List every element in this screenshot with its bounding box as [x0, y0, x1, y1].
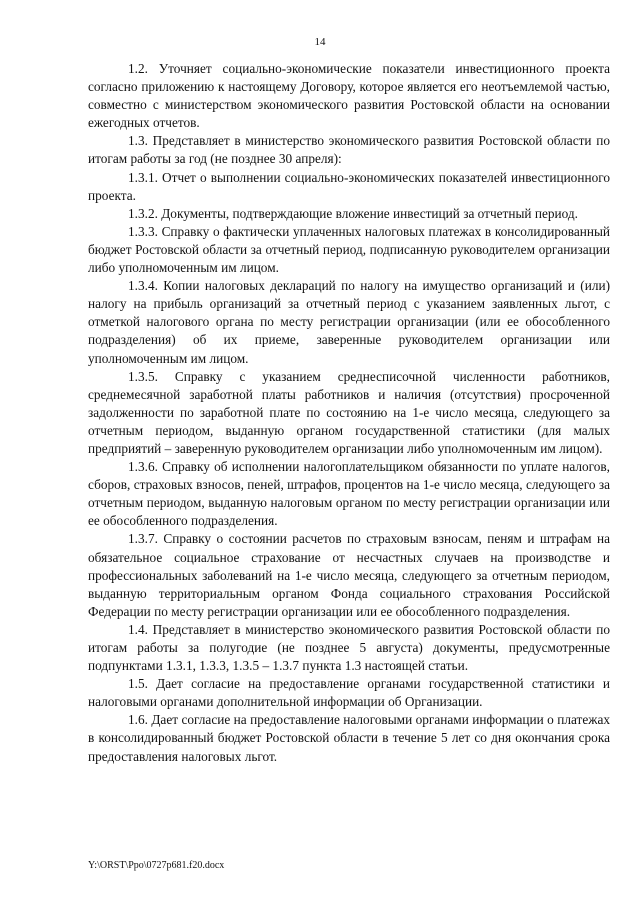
- paragraph-1-3-3: 1.3.3. Справку о фактически уплаченных налоговых платежах в консолидированный бюджет Ростовской области за отчетный период, подписанную руководителем организации либо уполномоченным им лицом.: [88, 223, 610, 276]
- paragraph-1-3-7: 1.3.7. Справку о состоянии расчетов по страховым взносам, пеням и штрафам на обязательное социальное страхование от несчастных случаев на производстве и профессиональных заболеваний на 1-е число месяца, следующего за отчетным периодом, выданную территориальным органом Фонда социального страхования Российской Федерации по месту регистрации организации или ее обособленного подразделения.: [88, 531, 610, 619]
- footer-file-path: Y:\ORST\Ppo\0727p681.f20.docx: [88, 860, 225, 871]
- document-body: [88, 60, 610, 766]
- paragraph-1-5: 1.5. Дает согласие на предоставление органами государственной статистики и налоговыми органами дополнительной информации об Организации.: [88, 676, 610, 710]
- paragraph-1-2: 1.2. Уточняет социально-экономические показатели инвестиционного проекта согласно приложению к настоящему Договору, которое является его неотъемлемой частью, совместно с министерством экономического развития Ростовской области на основании ежегодных отчетов.: [88, 61, 610, 131]
- paragraph-1-3-6: 1.3.6. Справку об исполнении налогоплательщиком обязанности по уплате налогов, сборов, страховых взносов, пеней, штрафов, процентов на 1-е число месяца, следующего за отчетным периодом, выданную налоговым органом по месту регистрации организации или ее обособленного подразделения.: [88, 459, 610, 529]
- page-number: 14: [314, 36, 326, 48]
- paragraph-1-3: 1.3. Представляет в министерство экономического развития Ростовской области по итогам работы за год (не позднее 30 апреля):: [88, 133, 610, 167]
- paragraph-1-3-4: 1.3.4. Копии налоговых деклараций по налогу на имущество организаций и (или) налогу на прибыль организаций за отчетный период с указанием заявленных льгот, с отметкой налогового органа по месту регистрации организации (или ее обособленного подразделения) об их приеме, заверенные руководителем организации или уполномоченным им лицом.: [88, 278, 610, 366]
- paragraph-1-6: 1.6. Дает согласие на предоставление налоговыми органами информации о платежах в консолидированный бюджет Ростовской области в течение 5 лет со дня окончания срока предоставления налоговых льгот.: [88, 712, 610, 764]
- paragraph-1-3-2: 1.3.2. Документы, подтверждающие вложение инвестиций за отчетный период.: [128, 205, 578, 221]
- paragraph-1-3-1: 1.3.1. Отчет о выполнении социально-экономических показателей инвестиционного проекта.: [88, 169, 610, 203]
- paragraph-1-3-5: 1.3.5. Справку с указанием среднесписочной численности работников, среднемесячной заработной платы работников и наличия (отсутствия) просроченной задолженности по заработной плате по состоянию на 1-е число месяца, следующего за отчетным периодом, выданную органом государственной статистики (для малых предприятий – заверенную руководителем организации либо уполномоченным им лицом).: [88, 368, 610, 456]
- paragraph-1-4: 1.4. Представляет в министерство экономического развития Ростовской области по итогам работы за полугодие (не позднее 5 августа) документы, предусмотренные подпунктами 1.3.1, 1.3.3, 1.3.5 – 1.3.7 пункта 1.3 настоящей статьи.: [88, 621, 610, 674]
